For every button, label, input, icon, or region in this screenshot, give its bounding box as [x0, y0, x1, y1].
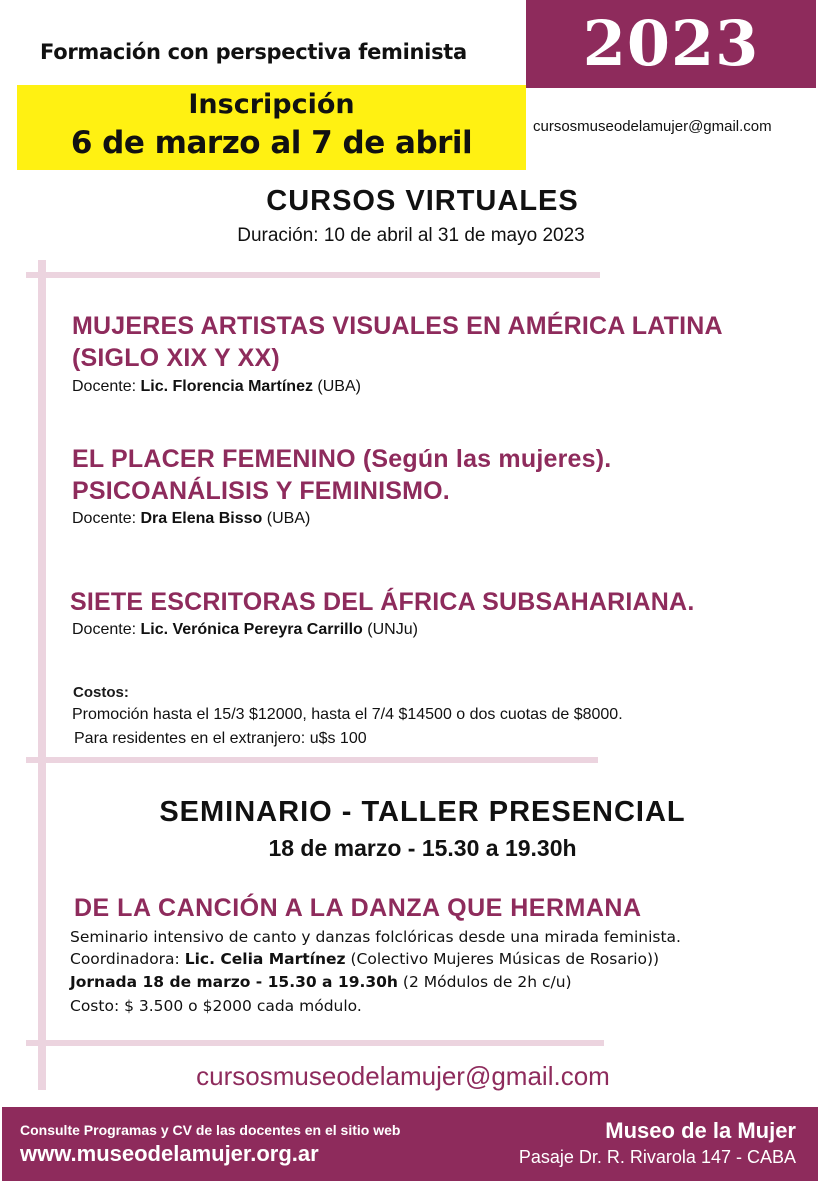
course-title-line: SIETE ESCRITORAS DEL ÁFRICA SUBSAHARIANA. [70, 588, 695, 616]
tagline: Formación con perspectiva feminista [40, 40, 467, 64]
footer-website-link[interactable]: www.museodelamujer.org.ar [20, 1141, 319, 1166]
vertical-rule [38, 260, 46, 1090]
jornada-bold: Jornada 18 de marzo - 15.30 a 19.30h [70, 973, 398, 991]
horizontal-rule [26, 757, 598, 763]
seminario-coordinadora [70, 950, 659, 968]
course-title-line: MUJERES ARTISTAS VISUALES EN AMÉRICA LATINA [72, 312, 723, 340]
seminario-date: 18 de marzo - 15.30 a 19.30h [268, 835, 577, 861]
costos-label: Costos: [73, 684, 129, 701]
section-title-virtual: CURSOS VIRTUALES [266, 185, 579, 217]
jornada-rest: (2 Módulos de 2h c/u) [397, 973, 572, 991]
docente-institution: (UNJu) [362, 621, 418, 638]
seminario-costo: Costo: $ 3.500 o $2000 cada módulo. [70, 997, 362, 1015]
course-title [70, 586, 694, 618]
course-title [72, 443, 611, 507]
coord-name: Lic. Celia Martínez [184, 950, 346, 968]
contact-email-bottom[interactable]: cursosmuseodelamujer@gmail.com [196, 1061, 610, 1091]
course-title [72, 310, 723, 374]
inscripcion-title: Inscripción [188, 89, 355, 120]
docente-label: Docente: [72, 378, 141, 395]
course-title-line: PSICOANÁLISIS Y FEMINISMO. [72, 477, 450, 505]
footer-address: Pasaje Dr. R. Rivarola 147 - CABA [518, 1147, 796, 1167]
course-title-line: EL PLACER FEMENINO (Según las mujeres). [72, 445, 612, 473]
virtual-duration: Duración: 10 de abril al 31 de mayo 2023 [237, 225, 585, 246]
docente-name: Dra Elena Bisso [140, 510, 263, 527]
course-docente [72, 378, 361, 396]
course-docente [72, 621, 418, 639]
section-title-seminario: SEMINARIO - TALLER PRESENCIAL [159, 796, 686, 828]
footer-consulte: Consulte Programas y CV de las docentes en el sitio web [20, 1122, 401, 1138]
costos-extranjero: Para residentes en el extranjero: u$s 100 [74, 730, 367, 747]
docente-label: Docente: [72, 510, 141, 527]
docente-name: Lic. Verónica Pereyra Carrillo [140, 621, 363, 638]
inscripcion-dates: 6 de marzo al 7 de abril [70, 125, 473, 161]
horizontal-rule [26, 1040, 604, 1046]
coord-label: Coordinadora: [70, 950, 185, 968]
docente-institution: (UBA) [312, 378, 361, 395]
course-title-line: (SIGLO XIX Y XX) [72, 344, 280, 372]
docente-name: Lic. Florencia Martínez [140, 378, 313, 395]
footer-museo-name: Museo de la Mujer [605, 1118, 796, 1143]
seminario-jornada [70, 973, 572, 991]
contact-email-top[interactable]: cursosmuseodelamujer@gmail.com [533, 118, 772, 135]
docente-label: Docente: [72, 621, 141, 638]
seminario-description: Seminario intensivo de canto y danzas folclóricas desde una mirada feminista. [70, 928, 681, 946]
year-label: 2023 [582, 7, 760, 80]
coord-org: (Colectivo Mujeres Músicas de Rosario)) [345, 950, 660, 968]
course-docente [72, 510, 310, 528]
seminario-course-title: DE LA CANCIÓN A LA DANZA QUE HERMANA [74, 894, 642, 922]
horizontal-rule [26, 272, 600, 278]
docente-institution: (UBA) [262, 510, 311, 527]
costos-promo: Promoción hasta el 15/3 $12000, hasta el 7/4 $14500 o dos cuotas de $8000. [72, 706, 623, 723]
